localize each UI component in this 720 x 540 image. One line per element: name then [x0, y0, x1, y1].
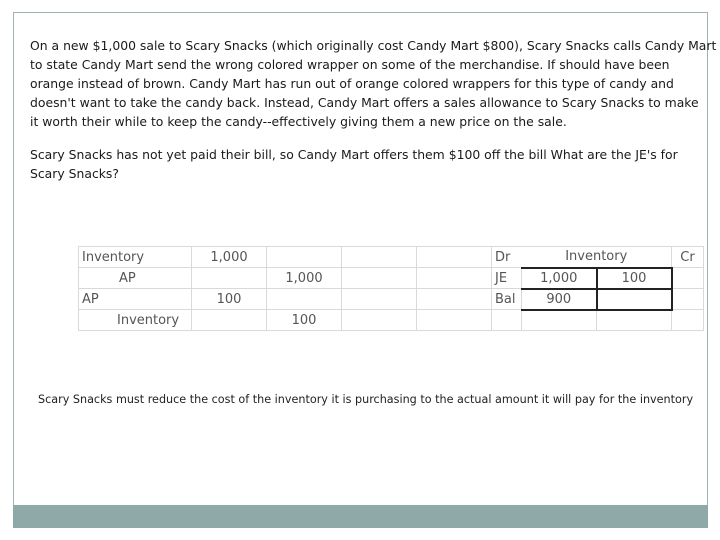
empty-cell: [417, 247, 492, 268]
grid-row: [79, 310, 704, 331]
journal-credit: 1,000: [267, 268, 342, 289]
empty-cell: [492, 310, 522, 331]
problem-paragraph-1: [30, 36, 717, 131]
empty-cell: [672, 310, 704, 331]
taccount-cr-label: Cr: [672, 247, 704, 268]
empty-cell: [342, 289, 417, 310]
journal-account: Inventory: [79, 310, 192, 331]
journal-debit: 100: [192, 289, 267, 310]
grid-row: [79, 247, 704, 268]
empty-cell: [672, 268, 704, 289]
journal-debit: 1,000: [192, 247, 267, 268]
problem-line: orange instead of brown. Candy Mart has run out of orange colored wrappers for this type of candy and: [30, 76, 674, 91]
journal-debit: [192, 268, 267, 289]
problem-line: to state Candy Mart send the wrong colored wrapper on some of the merchandise. If should have been: [30, 57, 670, 72]
problem-line: it worth their while to keep the candy--effectively giving them a new price on the sale.: [30, 114, 567, 129]
taccount-credit: 100: [597, 268, 672, 289]
empty-cell: [342, 268, 417, 289]
taccount-debit: 900: [522, 289, 597, 310]
taccount-row-label: JE: [492, 268, 522, 289]
taccount-row-label: Bal: [492, 289, 522, 310]
journal-and-taccount-grid: [78, 246, 704, 331]
taccount-debit: 1,000: [522, 268, 597, 289]
empty-cell: [342, 247, 417, 268]
empty-cell: [342, 310, 417, 331]
journal-account: AP: [79, 289, 192, 310]
journal-account: Inventory: [79, 247, 192, 268]
taccount-dr-label: Dr: [492, 247, 522, 268]
problem-line: Scary Snacks?: [30, 166, 119, 181]
journal-credit: [267, 247, 342, 268]
problem-line: doesn't want to take the candy back. Instead, Candy Mart offers a sales allowance to Scary Snacks to make: [30, 95, 699, 110]
journal-debit: [192, 310, 267, 331]
taccount-credit: [597, 289, 672, 310]
empty-cell: [522, 310, 597, 331]
empty-cell: [597, 310, 672, 331]
journal-credit: [267, 289, 342, 310]
problem-line: Scary Snacks has not yet paid their bill, so Candy Mart offers them $100 off the bill What are the JE's for: [30, 147, 678, 162]
grid-row: [79, 289, 704, 310]
journal-account: AP: [79, 268, 192, 289]
empty-cell: [417, 289, 492, 310]
explanation-note: Scary Snacks must reduce the cost of the inventory it is purchasing to the actual amount it will pay for the inventory: [38, 393, 694, 406]
taccount-title: Inventory: [522, 247, 672, 268]
empty-cell: [417, 268, 492, 289]
footer-bar: [13, 505, 708, 528]
problem-paragraph-2: [30, 145, 700, 183]
journal-credit: 100: [267, 310, 342, 331]
empty-cell: [417, 310, 492, 331]
problem-line: On a new $1,000 sale to Scary Snacks (which originally cost Candy Mart $800), Scary Snacks calls Candy Mart: [30, 38, 717, 53]
grid-row: [79, 268, 704, 289]
empty-cell: [672, 289, 704, 310]
